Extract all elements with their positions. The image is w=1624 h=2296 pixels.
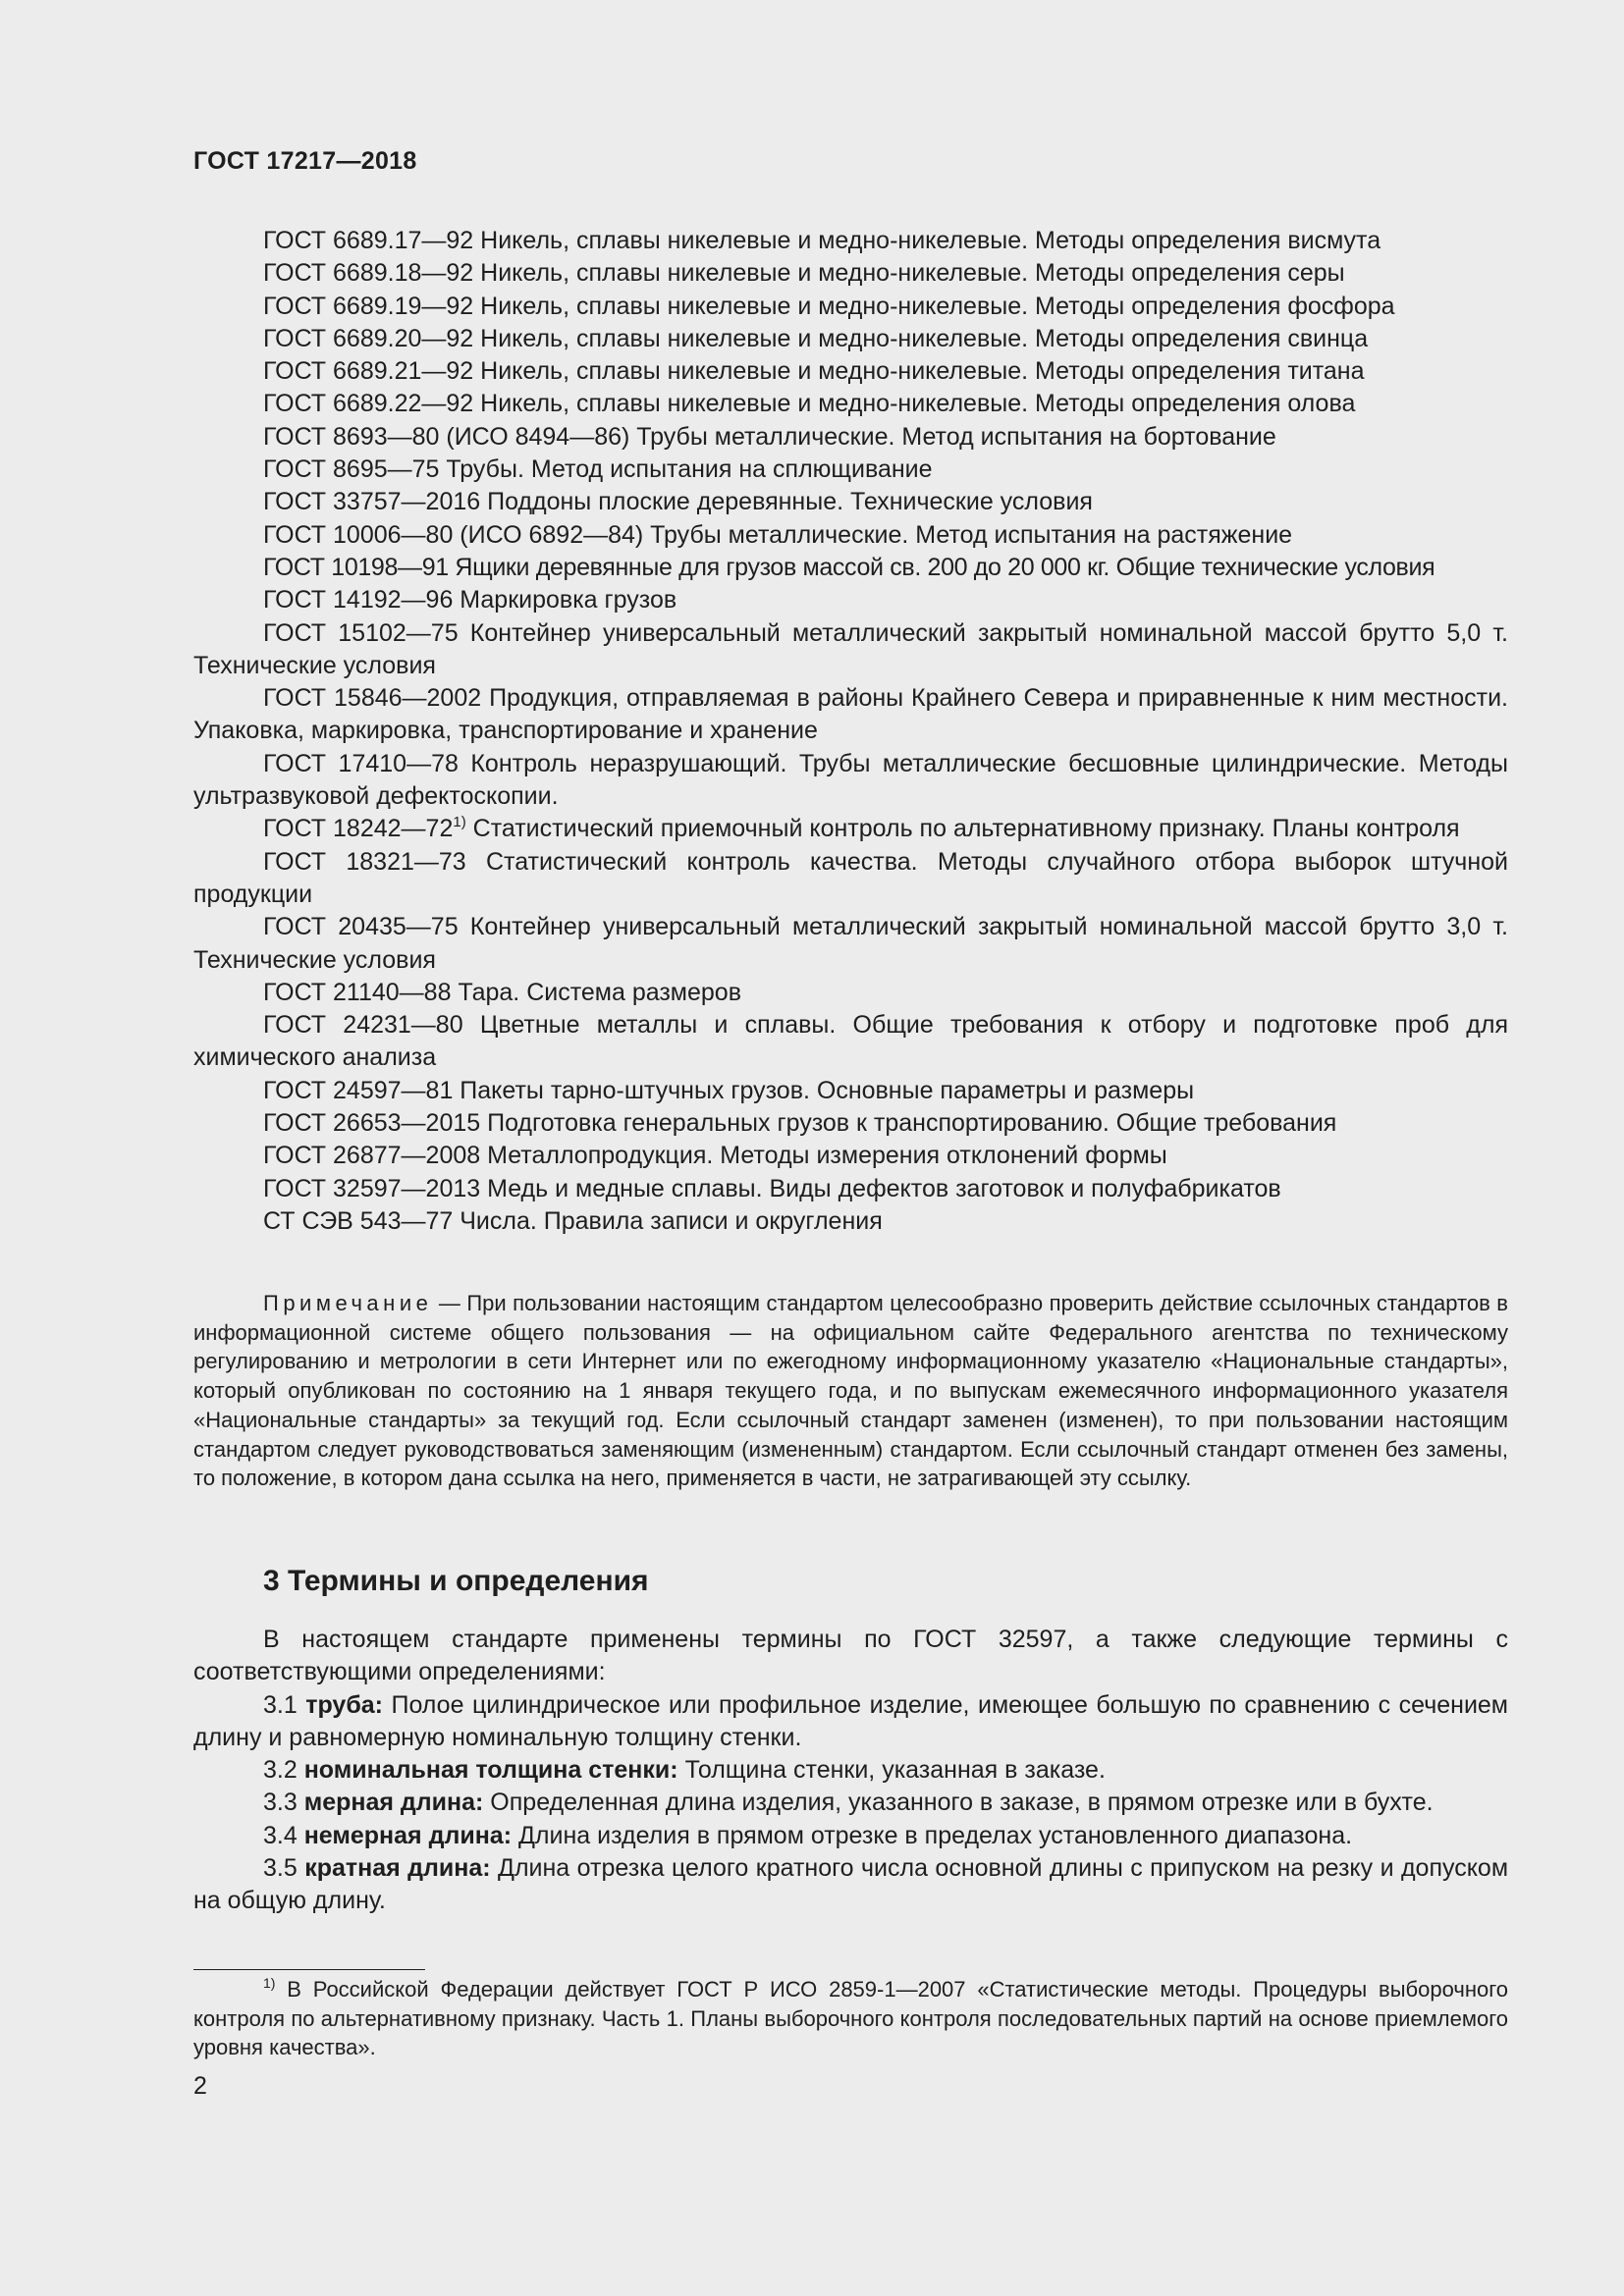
term-number: 3.1 — [263, 1690, 306, 1719]
reference-item: ГОСТ 8695—75 Трубы. Метод испытания на сплющивание — [263, 455, 933, 484]
reference-item: ГОСТ 24597—81 Пакеты тарно-штучных грузов. Основные параметры и размеры — [263, 1076, 1195, 1104]
term-number: 3.2 — [263, 1756, 304, 1785]
note-dash: — — [432, 1291, 467, 1315]
terms-intro: В настоящем стандарте применены термины по ГОСТ 32597, а также следующие термины с соответствующими определениями: — [193, 1626, 1508, 1686]
term-name: номинальная толщина стенки: — [303, 1756, 678, 1785]
reference-item: ГОСТ 32597—2013 Медь и медные сплавы. Виды дефектов заготовок и полуфабрикатов — [263, 1174, 1281, 1202]
term-number: 3.3 — [263, 1789, 304, 1817]
footnote-marker: 1) — [263, 1975, 276, 1991]
term-item — [193, 1820, 1508, 1852]
term-name: мерная длина: — [303, 1789, 484, 1817]
reference-title: Статистический приемочный контроль по альтернативному признаку. Планы контроля — [465, 815, 1460, 843]
reference-item: ГОСТ 6689.20—92 Никель, сплавы никелевые и медно-никелевые. Методы определения свинца — [263, 324, 1369, 352]
normative-references-list — [193, 225, 1508, 1238]
reference-item: ГОСТ 6689.17—92 Никель, сплавы никелевые и медно-никелевые. Методы определения висмута — [263, 227, 1381, 254]
term-item — [193, 1787, 1508, 1819]
term-name: труба: — [305, 1690, 383, 1719]
note-paragraph — [193, 1289, 1508, 1493]
reference-item: ГОСТ 20435—75 Контейнер универсальный металлический закрытый номинальной массой брутто 3,0 т. Технические условия — [193, 913, 1508, 974]
note-text: При пользовании настоящим стандартом целесообразно проверить действие ссылочных стандартов в информационной системе общего пользования — на официальном сайте Федерального агентства по техническому регулированию и метрологии в сети Интернет или по ежегодному информационному указателю «Национальные стандарты», который опубликован по состоянию на 1 января текущего года, и по выпускам ежемесячного информационного указателя «Национальные стандарты» за текущий год. Если ссылочный стандарт заменен (изменен), то при пользовании настоящим стандартом следует руководствоваться заменяющим (измененным) стандартом. Если ссылочный стандарт отменен без замены, то положение, в котором дана ссылка на него, применяется в части, не затрагивающей эту ссылку. — [193, 1291, 1508, 1491]
reference-item: ГОСТ 15102—75 Контейнер универсальный металлический закрытый номинальной массой брутто 5,0 т. Технические условия — [193, 618, 1508, 679]
reference-item: ГОСТ 26877—2008 Металлопродукция. Методы измерения отклонений формы — [263, 1142, 1167, 1170]
reference-item: ГОСТ 33757—2016 Поддоны плоские деревянные. Технические условия — [263, 488, 1093, 516]
reference-item: СТ СЭВ 543—77 Числа. Правила записи и округления — [263, 1206, 883, 1235]
term-name: немерная длина: — [303, 1821, 513, 1849]
reference-item: ГОСТ 18321—73 Статистический контроль качества. Методы случайного отбора выборок штучной продукции — [193, 847, 1508, 908]
term-number: 3.5 — [263, 1854, 305, 1883]
term-definition: Полое цилиндрическое или профильное изделие, имеющее большую по сравнению с сечением длину и равномерную номинальную толщину стенки. — [193, 1690, 1508, 1751]
term-item — [193, 1852, 1508, 1918]
terms-section — [193, 1624, 1508, 1918]
term-item — [193, 1754, 1508, 1787]
reference-item: ГОСТ 8693—80 (ИСО 8494—86) Трубы металлические. Метод испытания на бортование — [263, 422, 1276, 451]
footnote-divider — [193, 1969, 425, 1970]
term-definition: Длина отрезка целого кратного числа основной длины с припуском на резку и допуском на общую длину. — [193, 1854, 1509, 1915]
page-number: 2 — [193, 2072, 207, 2100]
reference-item: ГОСТ 26653—2015 Подготовка генеральных грузов к транспортированию. Общие требования — [263, 1109, 1337, 1138]
reference-item: ГОСТ 21140—88 Тара. Система размеров — [263, 978, 741, 1006]
reference-item: ГОСТ 6689.21—92 Никель, сплавы никелевые и медно-никелевые. Методы определения титана — [263, 357, 1365, 386]
term-item — [193, 1689, 1508, 1755]
term-definition: Определенная длина изделия, указанного в заказе, в прямом отрезке или в бухте. — [483, 1789, 1434, 1817]
reference-item: ГОСТ 14192—96 Маркировка грузов — [263, 586, 677, 614]
reference-code: ГОСТ 18242—72 — [263, 815, 454, 843]
reference-item: ГОСТ 6689.18—92 Никель, сплавы никелевые и медно-никелевые. Методы определения серы — [263, 259, 1345, 288]
reference-item: ГОСТ 6689.22—92 Никель, сплавы никелевые и медно-никелевые. Методы определения олова — [263, 390, 1356, 418]
note-label: Примечание — [263, 1291, 433, 1315]
term-name: кратная длина: — [304, 1854, 491, 1883]
reference-item: ГОСТ 24231—80 Цветные металлы и сплавы. Общие требования к отбору и подготовке проб для химического анализа — [193, 1011, 1508, 1072]
section-heading: 3 Термины и определения — [263, 1565, 649, 1597]
reference-item: ГОСТ 10006—80 (ИСО 6892—84) Трубы металлические. Метод испытания на растяжение — [263, 520, 1293, 549]
footnote — [193, 1975, 1508, 2062]
footnote-text: В Российской Федерации действует ГОСТ Р ИСО 2859-1—2007 «Статистические методы. Процедуры выборочного контроля по альтернативному признаку. Часть 1. Планы выборочного контроля последовательных партий на основе приемлемого уровня качества». — [193, 1977, 1508, 2060]
reference-item-with-footnote — [193, 813, 1508, 845]
reference-item: ГОСТ 17410—78 Контроль неразрушающий. Трубы металлические бесшовные цилиндрические. Методы ультразвуковой дефектоскопии. — [193, 749, 1508, 811]
term-definition: Длина изделия в прямом отрезке в пределах установленного диапазона. — [512, 1821, 1353, 1849]
term-definition: Толщина стенки, указанная в заказе. — [677, 1756, 1106, 1785]
reference-item: ГОСТ 10198—91 Ящики деревянные для грузов массой св. 200 до 20 000 кг. Общие технические условия — [263, 553, 1435, 581]
footnote-marker: 1) — [453, 814, 466, 831]
term-number: 3.4 — [263, 1821, 304, 1849]
reference-item: ГОСТ 6689.19—92 Никель, сплавы никелевые и медно-никелевые. Методы определения фосфора — [263, 292, 1395, 320]
document-header: ГОСТ 17217—2018 — [193, 147, 417, 175]
reference-item: ГОСТ 15846—2002 Продукция, отправляемая в районы Крайнего Севера и приравненные к ним местности. Упаковка, маркировка, транспортирование и хранение — [193, 684, 1508, 745]
